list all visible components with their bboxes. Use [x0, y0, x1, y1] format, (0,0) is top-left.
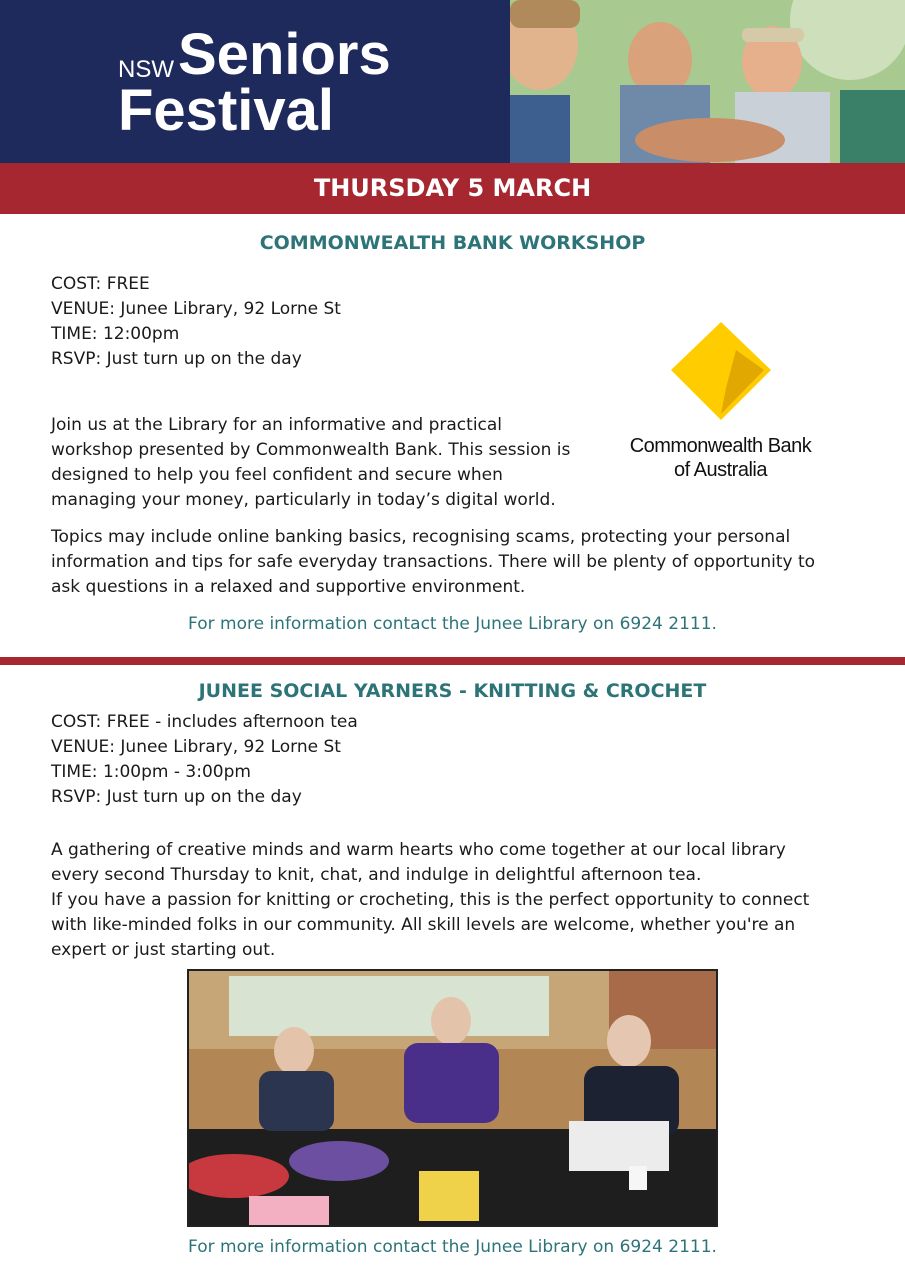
seniors-photo [510, 0, 905, 163]
paragraph-line: If you have a passion for knitting or crocheting, this is the perfect opportunity to connect [51, 890, 810, 910]
paragraph-line: ask questions in a relaxed and supportive environment. [51, 577, 526, 597]
logo-line1: Seniors [178, 22, 391, 87]
knitting-group-photo [187, 969, 718, 1227]
event1-rsvp: RSVP: Just turn up on the day [51, 349, 302, 369]
event1-venue: VENUE: Junee Library, 92 Lorne St [51, 299, 341, 319]
event2-paragraph [51, 838, 809, 963]
event1-paragraph1 [51, 413, 570, 513]
paragraph-line: designed to help you feel confident and secure when [51, 465, 503, 485]
event1-paragraph2 [51, 525, 841, 600]
event2-contact: For more information contact the Junee Library on 6924 2111. [188, 1237, 717, 1257]
paragraph-line: information and tips for safe everyday transactions. There will be plenty of opportunity to [51, 552, 816, 572]
event1-time: TIME: 12:00pm [51, 324, 180, 344]
seniors-photo-illustration [510, 0, 905, 163]
event2-venue: VENUE: Junee Library, 92 Lorne St [51, 737, 341, 757]
cba-wordmark-line1: Commonwealth Bank [629, 435, 812, 457]
paragraph-line: Topics may include online banking basics, recognising scams, protecting your personal [51, 527, 791, 547]
event1-title: COMMONWEALTH BANK WORKSHOP [259, 232, 646, 254]
paragraph-line: A gathering of creative minds and warm hearts who come together at our local library [51, 840, 786, 860]
paragraph-line: managing your money, particularly in today’s digital world. [51, 490, 556, 510]
cba-wordmark-line2: of Australia [674, 459, 767, 481]
festival-header [0, 0, 905, 163]
commonwealth-bank-logo [618, 320, 828, 490]
event2-details [51, 710, 358, 810]
paragraph-line: every second Thursday to knit, chat, and indulge in delightful afternoon tea. [51, 865, 702, 885]
event1-details [51, 272, 341, 372]
event1-contact: For more information contact the Junee Library on 6924 2111. [188, 614, 717, 634]
cba-diamond-icon [618, 320, 828, 430]
paragraph-line: expert or just starting out. [51, 940, 276, 960]
event2-title: JUNEE SOCIAL YARNERS - KNITTING & CROCHET [198, 680, 707, 702]
event2-time: TIME: 1:00pm - 3:00pm [51, 762, 251, 782]
logo-prefix: NSW [118, 56, 174, 83]
paragraph-line: Join us at the Library for an informative and practical [51, 415, 503, 435]
logo-line2: Festival [118, 78, 334, 143]
knitting-photo-illustration [189, 971, 716, 1225]
event2-cost: COST: FREE - includes afternoon tea [51, 712, 358, 732]
event2-rsvp: RSVP: Just turn up on the day [51, 787, 302, 807]
event1-cost: COST: FREE [51, 274, 150, 294]
paragraph-line: with like-minded folks in our community. All skill levels are welcome, whether you're an [51, 915, 796, 935]
cba-wordmark [618, 434, 823, 482]
section-divider [0, 657, 905, 665]
paragraph-line: workshop presented by Commonwealth Bank. This session is [51, 440, 571, 460]
date-banner: THURSDAY 5 MARCH [0, 163, 905, 214]
